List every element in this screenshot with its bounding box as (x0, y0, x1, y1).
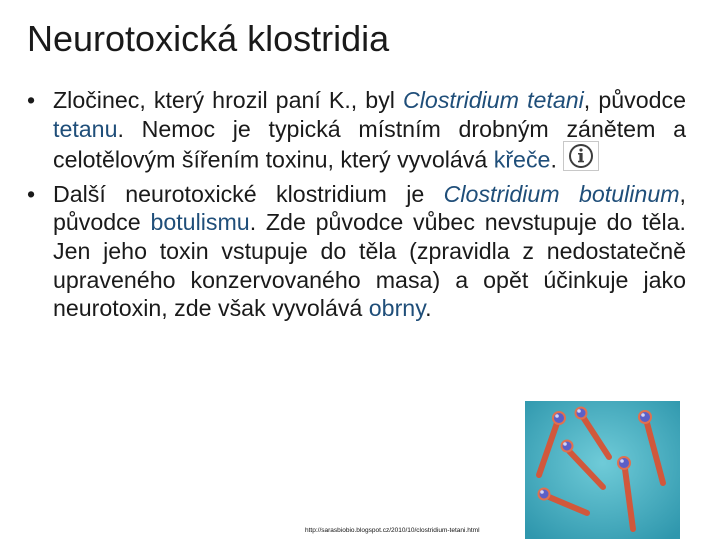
info-icon[interactable] (563, 141, 599, 178)
text-segment: , původce (583, 87, 686, 113)
text-segment: Zločinec, který hrozil paní K., byl (53, 87, 404, 113)
text-segment: . (425, 295, 432, 322)
bullet-dot: • (27, 87, 36, 113)
symptom-term: křeče (493, 146, 551, 173)
text-segment: , původce (53, 180, 686, 236)
disease-name: botulismu (150, 209, 250, 236)
slide-title: Neurotoxická klostridia (27, 18, 390, 59)
symptom-term: obrny (368, 295, 426, 322)
bullet-text (53, 181, 686, 321)
text-segment: . Nemoc je typická místním drobným zánětem a celotělovým šířením toxinu, který vyvolává (53, 115, 686, 173)
text-segment: . Zde původce vůbec nevstupuje do těla. Jen jeho toxin vstupuje do těla (zpravidla z nedostatečně upraveného konzervovaného masa) a opět účinkuje jako neurotoxin, zde však vyvolává (53, 209, 686, 322)
image-credit-link[interactable]: http://sarasbiobio.blogspot.cz/2010/10/clostridium-tetani.html (305, 527, 480, 534)
disease-name: tetanu (53, 115, 118, 142)
bullet-dot: • (27, 180, 36, 207)
text-segment: . (550, 146, 557, 173)
bacteria-micrograph-image (525, 401, 680, 539)
bullet-item (26, 180, 686, 323)
species-name: Clostridium tetani (403, 87, 584, 113)
text-segment: Další neurotoxické klostridium je (53, 180, 444, 207)
bullet-list (26, 86, 686, 323)
species-name: Clostridium botulinum (443, 180, 680, 207)
bullet-item (26, 86, 686, 180)
